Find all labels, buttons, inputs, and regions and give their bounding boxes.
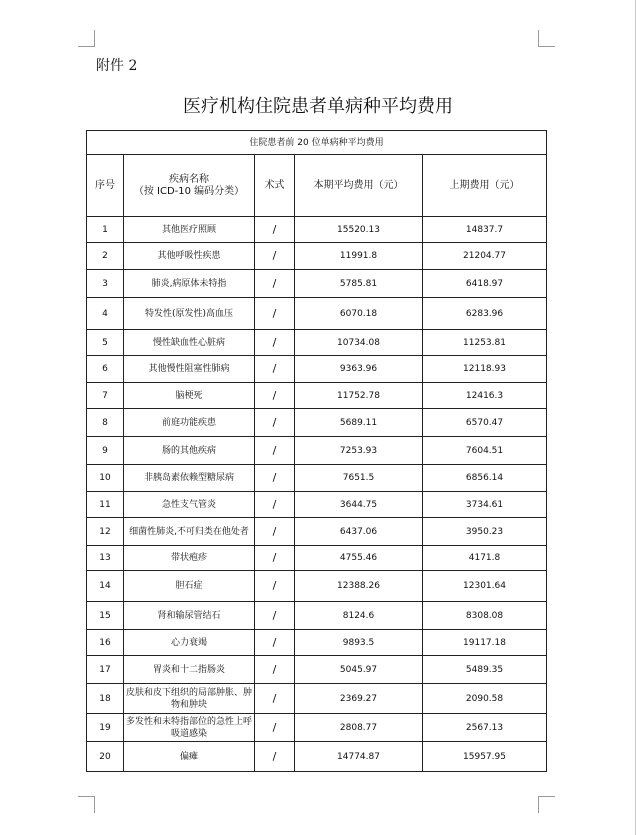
table-row xyxy=(87,465,547,492)
current-avg-cost: 7651.5 xyxy=(295,465,423,492)
disease-name: 细菌性肺炎,不可归类在他处者 xyxy=(124,518,255,546)
disease-name: 其他呼吸性疾患 xyxy=(124,243,255,270)
current-avg-cost: 2808.77 xyxy=(295,714,423,742)
table-row xyxy=(87,356,547,383)
disease-name: 脑梗死 xyxy=(124,383,255,409)
current-avg-cost: 2369.27 xyxy=(295,684,423,714)
table-row xyxy=(87,492,547,518)
table-row xyxy=(87,298,547,330)
table-row xyxy=(87,571,547,602)
row-number: 6 xyxy=(87,356,124,383)
attachment-label: 附件 2 xyxy=(96,58,138,74)
previous-cost: 12118.93 xyxy=(423,356,547,383)
disease-name: 多发性和未特指部位的急性上呼吸道感染 xyxy=(124,714,255,742)
row-number: 3 xyxy=(87,270,124,298)
surgery-type: / xyxy=(255,518,295,546)
row-number: 13 xyxy=(87,546,124,571)
table-row xyxy=(87,270,547,298)
disease-name: 特发性(原发性)高血压 xyxy=(124,298,255,330)
surgery-type: / xyxy=(255,742,295,772)
crop-mark-bottom-right xyxy=(538,796,555,813)
row-number: 12 xyxy=(87,518,124,546)
current-avg-cost: 5785.81 xyxy=(295,270,423,298)
disease-name: 偏瘫 xyxy=(124,742,255,772)
crop-mark-top-right xyxy=(538,30,555,47)
disease-name: 胃炎和十二指肠炎 xyxy=(124,656,255,684)
previous-cost: 12301.64 xyxy=(423,571,547,602)
disease-name: 非胰岛素依赖型糖尿病 xyxy=(124,465,255,492)
previous-cost: 19117.18 xyxy=(423,630,547,656)
previous-cost: 4171.8 xyxy=(423,546,547,571)
current-avg-cost: 8124.6 xyxy=(295,602,423,630)
disease-name: 急性支气管炎 xyxy=(124,492,255,518)
disease-name: 肺炎,病原体未特指 xyxy=(124,270,255,298)
previous-cost: 6418.97 xyxy=(423,270,547,298)
header-disease-line1: 疾病名称 xyxy=(169,173,209,185)
surgery-type: / xyxy=(255,298,295,330)
surgery-type: / xyxy=(255,465,295,492)
surgery-type: / xyxy=(255,217,295,243)
previous-cost: 5489.35 xyxy=(423,656,547,684)
previous-cost: 12416.3 xyxy=(423,383,547,409)
disease-name: 皮肤和皮下组织的局部肿胀、肿物和肿块 xyxy=(124,684,255,714)
surgery-type: / xyxy=(255,571,295,602)
previous-cost: 6570.47 xyxy=(423,409,547,437)
row-number: 1 xyxy=(87,217,124,243)
row-number: 17 xyxy=(87,656,124,684)
header-disease-line2: （按 ICD-10 编码分类） xyxy=(133,185,245,197)
previous-cost: 3734.61 xyxy=(423,492,547,518)
table-row xyxy=(87,383,547,409)
surgery-type: / xyxy=(255,656,295,684)
table-row xyxy=(87,656,547,684)
row-number: 18 xyxy=(87,684,124,714)
previous-cost: 21204.77 xyxy=(423,243,547,270)
table-row xyxy=(87,602,547,630)
disease-name: 其他慢性阻塞性肺病 xyxy=(124,356,255,383)
previous-cost: 2567.13 xyxy=(423,714,547,742)
surgery-type: / xyxy=(255,243,295,270)
disease-name: 肠的其他疾病 xyxy=(124,437,255,465)
table-row xyxy=(87,409,547,437)
cost-table xyxy=(86,130,547,772)
header-surgery: 术式 xyxy=(255,155,295,217)
surgery-type: / xyxy=(255,546,295,571)
previous-cost: 2090.58 xyxy=(423,684,547,714)
surgery-type: / xyxy=(255,270,295,298)
surgery-type: / xyxy=(255,602,295,630)
previous-cost: 8308.08 xyxy=(423,602,547,630)
disease-name: 前庭功能疾患 xyxy=(124,409,255,437)
row-number: 4 xyxy=(87,298,124,330)
document-title: 医疗机构住院患者单病种平均费用 xyxy=(183,96,453,117)
current-avg-cost: 14774.87 xyxy=(295,742,423,772)
header-previous-cost: 上期费用（元） xyxy=(423,155,547,217)
previous-cost: 6856.14 xyxy=(423,465,547,492)
row-number: 8 xyxy=(87,409,124,437)
row-number: 9 xyxy=(87,437,124,465)
header-disease xyxy=(124,155,255,217)
table-row xyxy=(87,684,547,714)
table-row xyxy=(87,243,547,270)
surgery-type: / xyxy=(255,630,295,656)
surgery-type: / xyxy=(255,409,295,437)
surgery-type: / xyxy=(255,684,295,714)
header-row xyxy=(87,155,547,217)
surgery-type: / xyxy=(255,714,295,742)
current-avg-cost: 15520.13 xyxy=(295,217,423,243)
row-number: 20 xyxy=(87,742,124,772)
table-row xyxy=(87,630,547,656)
row-number: 15 xyxy=(87,602,124,630)
surgery-type: / xyxy=(255,383,295,409)
current-avg-cost: 3644.75 xyxy=(295,492,423,518)
previous-cost: 7604.51 xyxy=(423,437,547,465)
disease-name: 胆石症 xyxy=(124,571,255,602)
table-row xyxy=(87,546,547,571)
table-caption: 住院患者前 20 位单病种平均费用 xyxy=(87,131,547,155)
disease-name: 肾和输尿管结石 xyxy=(124,602,255,630)
table-row xyxy=(87,714,547,742)
disease-name: 心力衰竭 xyxy=(124,630,255,656)
current-avg-cost: 9363.96 xyxy=(295,356,423,383)
previous-cost: 15957.95 xyxy=(423,742,547,772)
row-number: 11 xyxy=(87,492,124,518)
current-avg-cost: 4755.46 xyxy=(295,546,423,571)
previous-cost: 11253.81 xyxy=(423,330,547,356)
surgery-type: / xyxy=(255,330,295,356)
crop-mark-top-left xyxy=(78,30,95,47)
row-number: 2 xyxy=(87,243,124,270)
current-avg-cost: 11752.78 xyxy=(295,383,423,409)
previous-cost: 14837.7 xyxy=(423,217,547,243)
current-avg-cost: 9893.5 xyxy=(295,630,423,656)
table-row xyxy=(87,330,547,356)
header-current-cost: 本期平均费用（元） xyxy=(295,155,423,217)
current-avg-cost: 6070.18 xyxy=(295,298,423,330)
disease-name: 其他医疗照顾 xyxy=(124,217,255,243)
row-number: 7 xyxy=(87,383,124,409)
current-avg-cost: 12388.26 xyxy=(295,571,423,602)
current-avg-cost: 5045.97 xyxy=(295,656,423,684)
current-avg-cost: 10734.08 xyxy=(295,330,423,356)
previous-cost: 3950.23 xyxy=(423,518,547,546)
row-number: 14 xyxy=(87,571,124,602)
crop-mark-bottom-left xyxy=(78,796,95,813)
table-row xyxy=(87,217,547,243)
surgery-type: / xyxy=(255,356,295,383)
surgery-type: / xyxy=(255,437,295,465)
table-row xyxy=(87,518,547,546)
disease-name: 带状疱疹 xyxy=(124,546,255,571)
surgery-type: / xyxy=(255,492,295,518)
current-avg-cost: 6437.06 xyxy=(295,518,423,546)
row-number: 19 xyxy=(87,714,124,742)
current-avg-cost: 7253.93 xyxy=(295,437,423,465)
table-row xyxy=(87,742,547,772)
row-number: 10 xyxy=(87,465,124,492)
row-number: 16 xyxy=(87,630,124,656)
header-no: 序号 xyxy=(87,155,124,217)
table-row xyxy=(87,437,547,465)
row-number: 5 xyxy=(87,330,124,356)
current-avg-cost: 11991.8 xyxy=(295,243,423,270)
previous-cost: 6283.96 xyxy=(423,298,547,330)
disease-name: 慢性缺血性心脏病 xyxy=(124,330,255,356)
current-avg-cost: 5689.11 xyxy=(295,409,423,437)
